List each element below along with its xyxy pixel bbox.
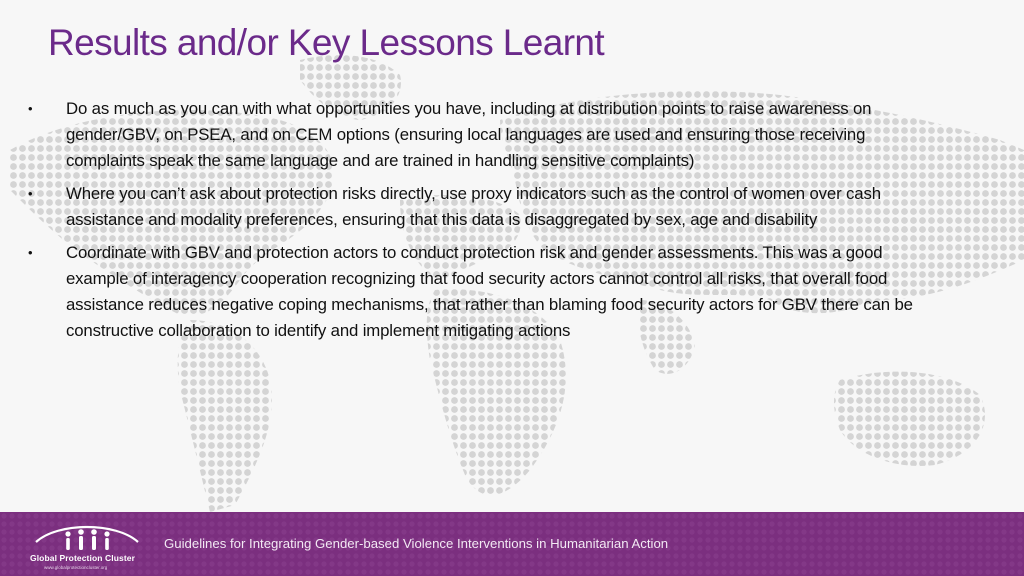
bullet-item <box>28 96 938 174</box>
bullet-item <box>28 181 938 233</box>
bullet-list <box>28 96 938 351</box>
bullet-item <box>28 240 938 344</box>
bullet-text: Do as much as you can with what opportunities you have, including at distribution points to raise awareness on gender/GBV, on PSEA, and on CEM options (ensuring local languages are used and ensuring those receiving complaints speak the same language and are trained in handling sensitive complaints) <box>66 99 872 170</box>
footer-bar <box>0 512 1024 576</box>
logo-name: Global Protection Cluster <box>30 553 135 563</box>
bullet-marker: • <box>28 186 33 201</box>
logo-url: www.globalprotectioncluster.org <box>44 565 108 570</box>
slide-title: Results and/or Key Lessons Learnt <box>48 22 605 63</box>
bullet-text: Where you can’t ask about protection risks directly, use proxy indicators such as the control of women over cash assistance and modality preferences, ensuring that this data is disaggregated by sex, age and disability <box>66 184 881 229</box>
bullet-text: Coordinate with GBV and protection actors to conduct protection risk and gender assessments. This was a good example of interagency cooperation recognizing that food security actors cannot control all risks, that overall food assistance reduces negative coping mechanisms, that rather than blaming food security actors for GBV there can be constructive collaboration to identify and implement mitigating actions <box>66 243 913 340</box>
footer-caption: Guidelines for Integrating Gender-based Violence Interventions in Humanitarian Action <box>164 536 669 551</box>
bullet-marker: • <box>28 101 33 116</box>
bullet-marker: • <box>28 245 33 260</box>
